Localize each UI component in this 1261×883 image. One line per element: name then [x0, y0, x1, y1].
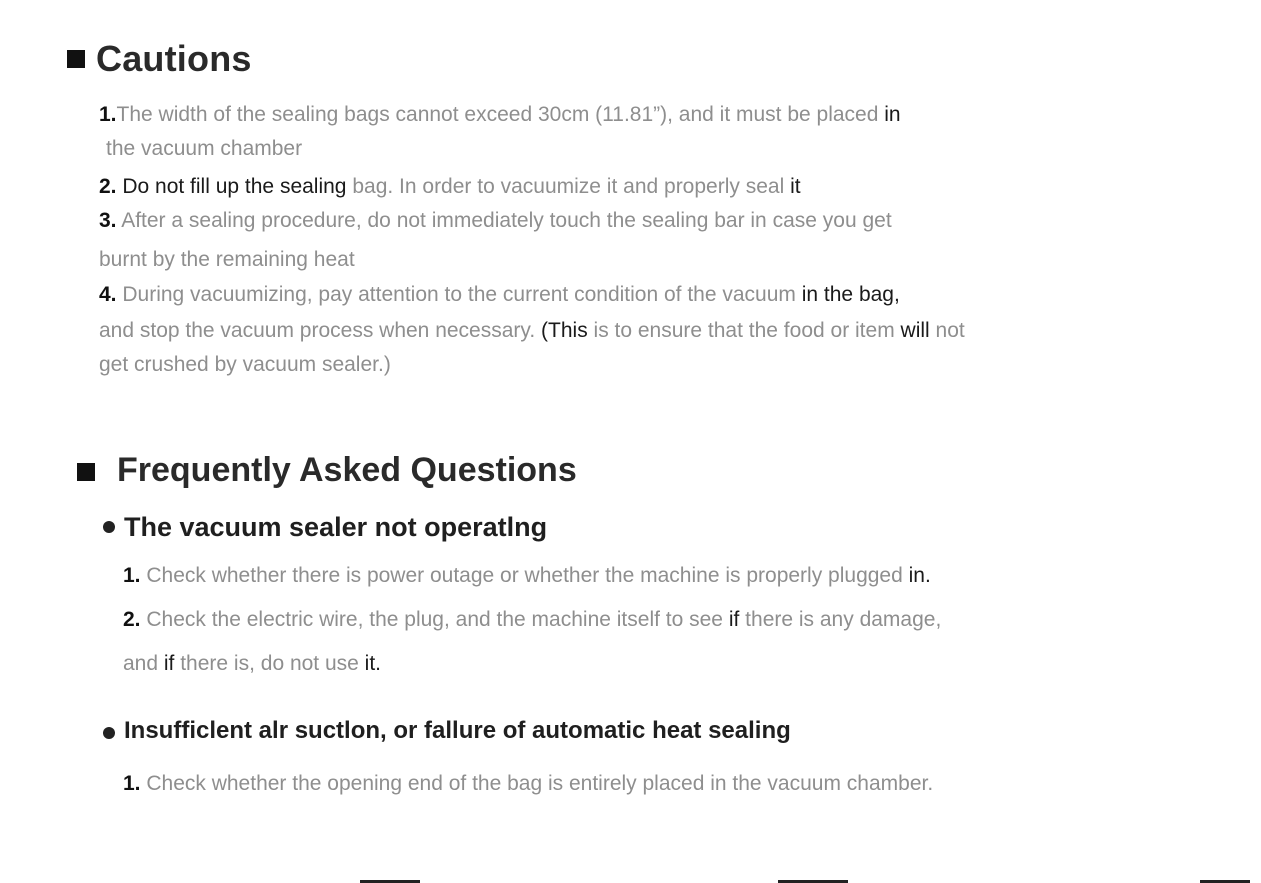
caution-4-text-end: in the bag, [795, 283, 900, 306]
caution-3-text: After a sealing procedure, do not immediately touch the sealing bar in case you get [116, 209, 892, 232]
caution-4-line-2b: (This [535, 319, 588, 342]
caution-4-text: During vacuumizing, pay attention to the current condition of the vacuum [116, 283, 796, 306]
bullet-dot-icon [103, 727, 115, 739]
caution-4-line-2c: is to ensure that the food or item [587, 319, 895, 342]
caution-2-number: 2. [99, 175, 117, 198]
faq-title: Frequently Asked Questions [117, 451, 577, 489]
faq-1-item-2-line-2 [123, 652, 381, 676]
faq-1-item-2-line-2b: if [158, 652, 175, 675]
caution-4-line-2a: and stop the vacuum process when necessary. [99, 319, 536, 342]
cautions-title: Cautions [96, 38, 252, 79]
caution-2-text: bag. In order to vacuumize it and properly seal [346, 175, 785, 198]
caution-4-number: 4. [99, 283, 117, 306]
heading-square-icon [77, 463, 95, 481]
caution-1-text: The width of the sealing bags cannot exceed 30cm (11.81”), and it must be placed [116, 103, 879, 126]
faq-1-item-2-line-2a: and [123, 652, 159, 675]
faq-1-item-2-rest: there is any damage, [739, 608, 942, 631]
caution-2-end: it [784, 175, 801, 198]
caution-4-line-2 [99, 319, 965, 343]
caution-4-line-2d: will [894, 319, 930, 342]
faq-1-item-1-line [123, 564, 931, 588]
heading-square-icon [67, 50, 85, 68]
faq-section-2-heading: Insufficlent alr suctlon, or fallure of automatic heat sealing [124, 717, 791, 744]
faq-1-item-2-mid: if [723, 608, 740, 631]
faq-2-item-1-line [123, 772, 933, 796]
faq-1-item-2-line-1 [123, 608, 941, 632]
faq-1-item-1-number: 1. [123, 564, 141, 587]
caution-4-line-1 [99, 283, 900, 307]
faq-1-item-1-text: Check whether there is power outage or whether the machine is properly plugged [140, 564, 903, 587]
faq-1-item-2-text: Check the electric wire, the plug, and the machine itself to see [140, 608, 723, 631]
caution-1-line-1 [99, 103, 901, 127]
caution-3-line-2: burnt by the remaining heat [99, 248, 355, 271]
caution-4-line-3: get crushed by vacuum sealer.) [99, 353, 391, 376]
caution-2-lead: Do not fill up the sealing [116, 175, 347, 198]
caution-4-line-2e: not [929, 319, 965, 342]
caution-1-text-end: in [878, 103, 901, 126]
faq-1-item-2-line-2c: there is, do not use [174, 652, 359, 675]
caution-1-number: 1. [99, 103, 117, 126]
faq-1-item-1-end: in. [902, 564, 931, 587]
caution-3-number: 3. [99, 209, 117, 232]
faq-1-item-2-line-2d: it. [358, 652, 382, 675]
faq-2-item-1-text: Check whether the opening end of the bag is entirely placed in the vacuum chamber. [140, 772, 934, 795]
faq-2-item-1-number: 1. [123, 772, 141, 795]
bullet-dot-icon [103, 521, 115, 533]
faq-section-1-heading: The vacuum sealer not operatlng [124, 512, 548, 542]
caution-1-line-2: the vacuum chamber [106, 137, 303, 160]
faq-1-item-2-number: 2. [123, 608, 141, 631]
caution-2-line [99, 175, 801, 199]
caution-3-line-1 [99, 209, 892, 233]
